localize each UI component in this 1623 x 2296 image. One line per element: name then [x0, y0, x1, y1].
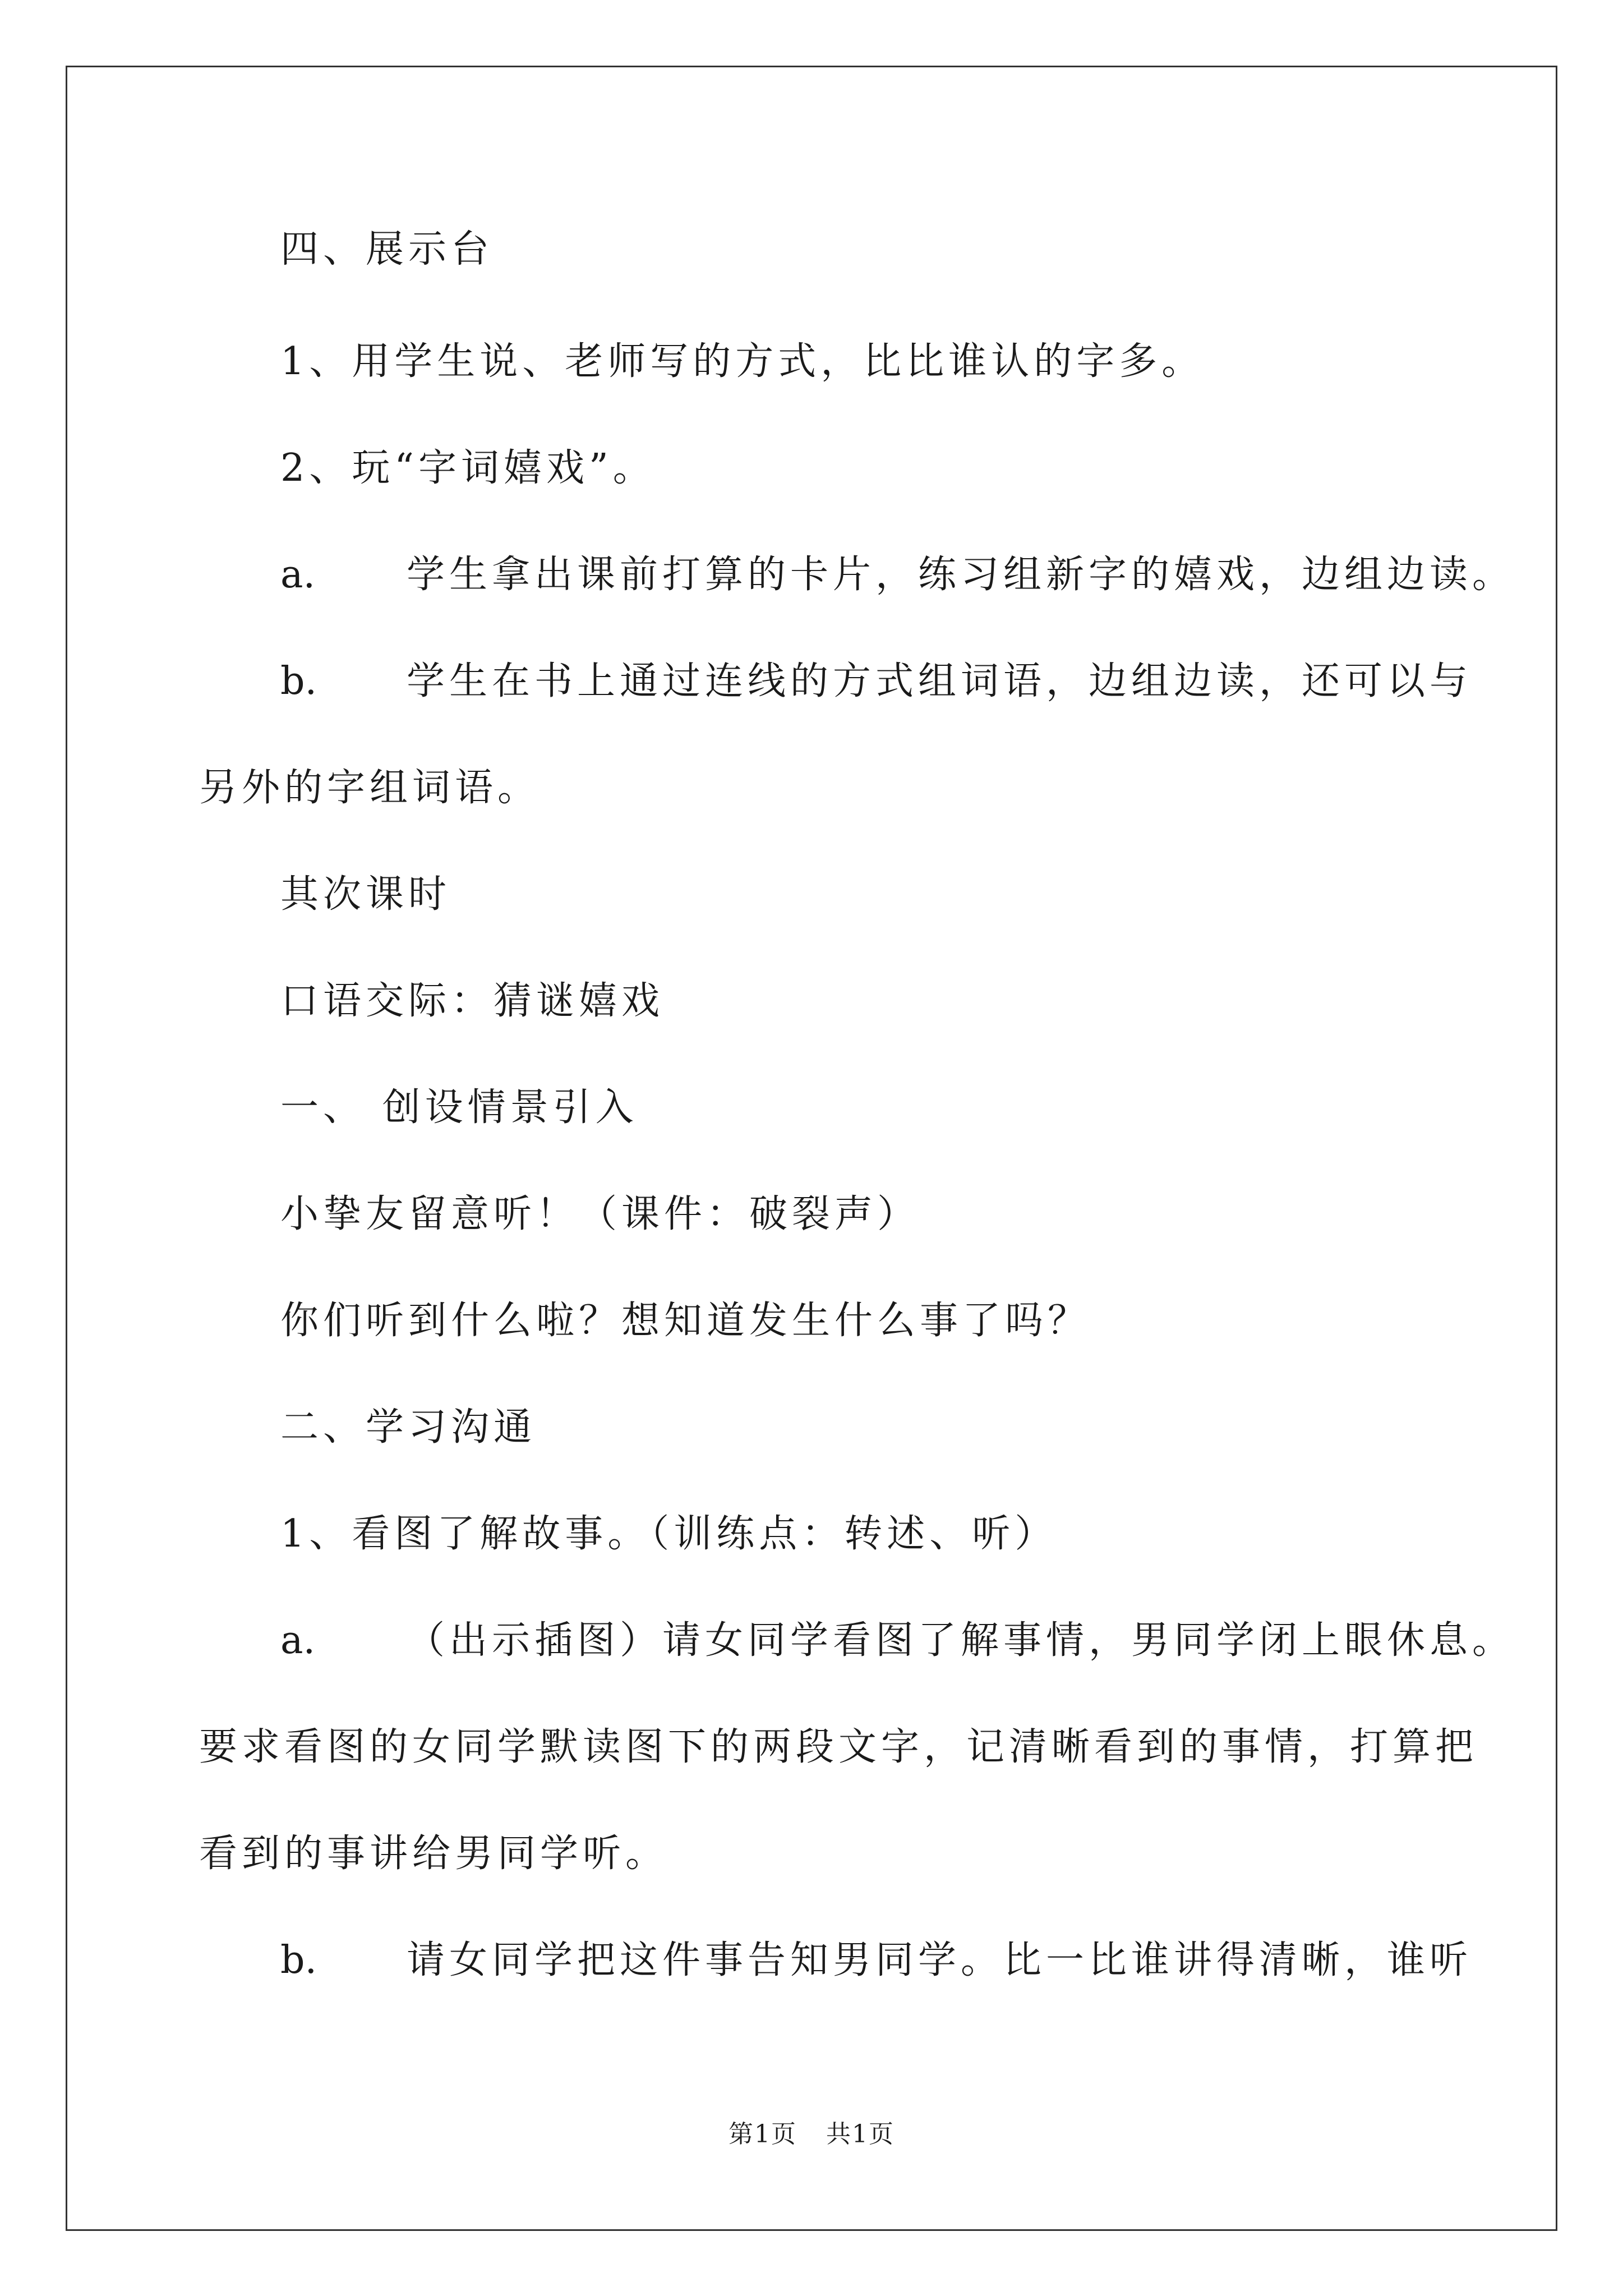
paragraph-line: 1、用学生说、老师写的方式，比比谁认的字多。	[280, 339, 1205, 384]
paragraph-line: 小挚友留意听！（课件：破裂声）	[280, 1192, 920, 1236]
paragraph-line: 1、看图了解故事。（训练点：转述、听）	[280, 1512, 1058, 1556]
list-item-line	[280, 659, 1472, 704]
page-footer	[0, 2119, 1623, 2150]
paragraph-line: 你们听到什么啦？想知道发生什么事了吗？	[280, 1299, 1091, 1343]
list-marker: b.	[280, 659, 317, 703]
list-item-line	[280, 1618, 1515, 1663]
list-item-line	[280, 553, 1515, 597]
page-border	[66, 66, 1557, 2231]
list-item-text: 请女同学把这件事告知男同学。比一比谁讲得清晰，谁听	[407, 1938, 1473, 1982]
list-marker: b.	[280, 1938, 317, 1982]
paragraph-line: 2、玩“字词嬉戏”。	[280, 446, 656, 490]
list-item-text: 学生拿出课前打算的卡片，练习组新字的嬉戏，边组边读。	[407, 553, 1515, 597]
section-heading: 其次课时	[280, 872, 451, 917]
section-heading: 口语交际：猜谜嬉戏	[280, 979, 665, 1023]
paragraph-continuation: 要求看图的女同学默读图下的两段文字，记清晰看到的事情，打算把	[199, 1725, 1478, 1769]
page-total: 共1页	[826, 2120, 895, 2148]
list-marker: a.	[280, 553, 316, 597]
section-heading: 四、展示台	[280, 227, 494, 272]
list-item-text: （出示插图）请女同学看图了解事情，男同学闭上眼休息。	[407, 1618, 1515, 1663]
list-item-line	[280, 1938, 1472, 1983]
section-heading: 二、学习沟通	[280, 1405, 537, 1450]
page-number: 第1页	[728, 2120, 797, 2148]
paragraph-continuation: 看到的事讲给男同学听。	[199, 1832, 668, 1876]
paragraph-continuation: 另外的字组词语。	[199, 766, 541, 810]
list-item-text: 学生在书上通过连线的方式组词语，边组边读，还可以与	[407, 659, 1473, 703]
list-marker: a.	[280, 1618, 316, 1663]
section-heading: 一、 创设情景引入	[280, 1085, 638, 1130]
